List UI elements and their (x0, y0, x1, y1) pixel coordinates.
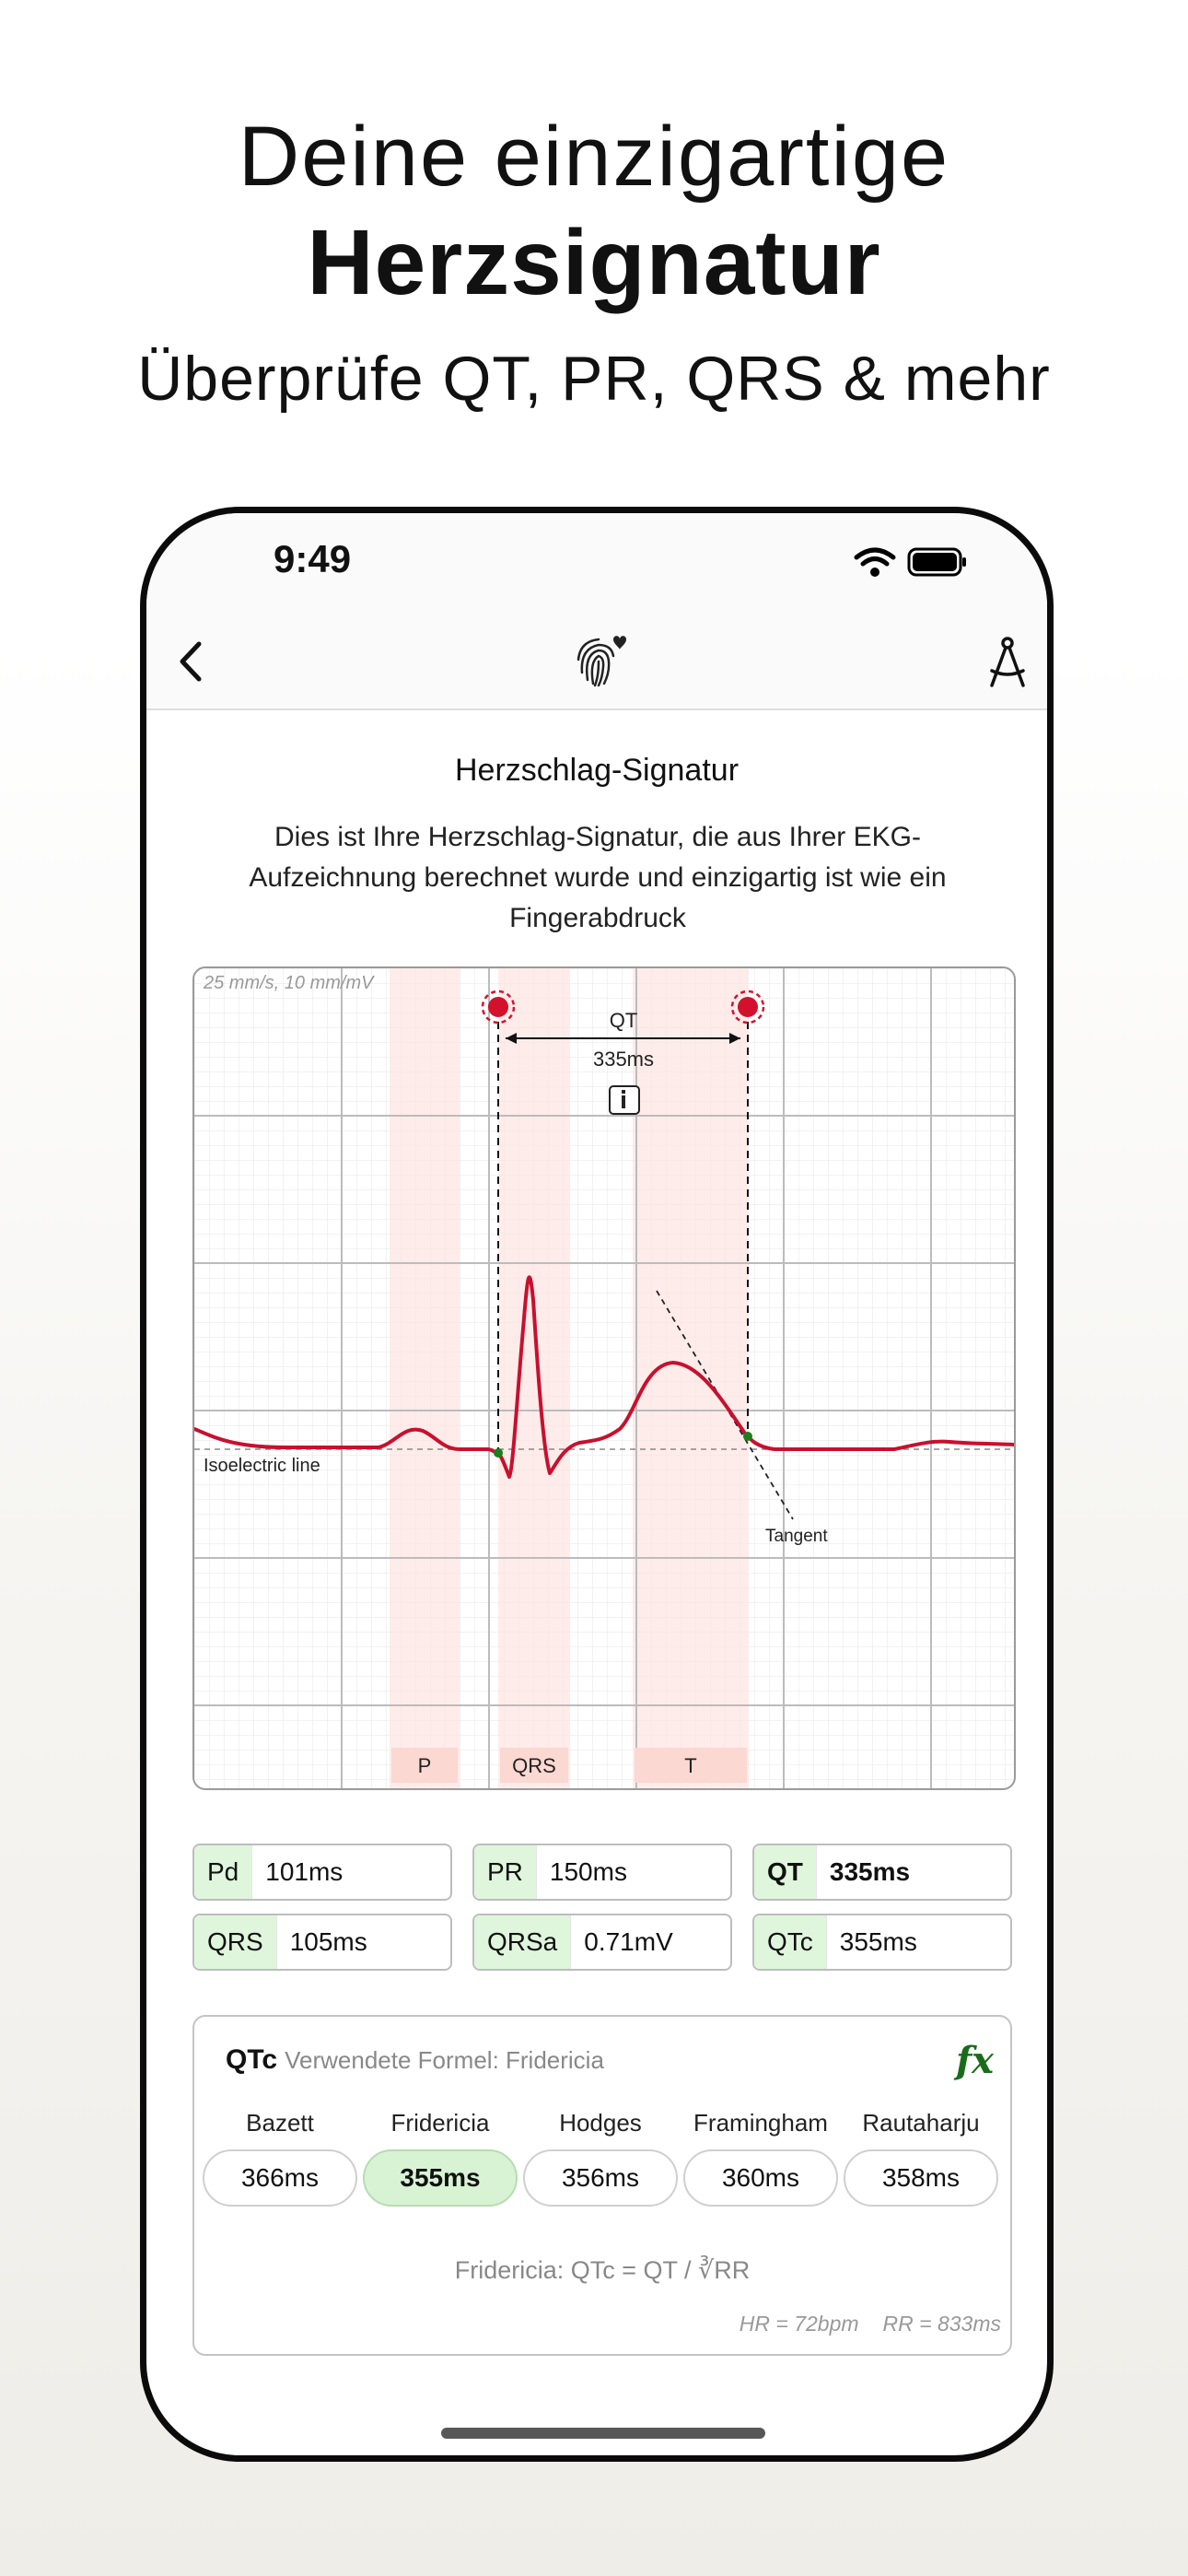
fingerprint-heart-icon (568, 629, 633, 694)
metric-key: QTc (754, 1915, 827, 1969)
metric-key: QRSa (474, 1915, 571, 1969)
chevron-left-icon[interactable] (159, 629, 224, 694)
metric-qtc (752, 1914, 1012, 1971)
headline-line-1: Deine einzigartige (238, 110, 950, 204)
formula-button-hodges[interactable]: 356ms (523, 2149, 678, 2207)
wifi-icon (854, 546, 896, 578)
metric-value: 105ms (289, 1927, 367, 1956)
qt-label: QT (609, 1009, 638, 1032)
metric-key: QRS (194, 1915, 277, 1969)
qtc-label: QTc (226, 2044, 278, 2075)
formula-name-hodges: Hodges (559, 2109, 642, 2137)
headline-line-2: Herzsignatur (307, 211, 881, 314)
formula-button-fridericia[interactable]: 355ms (363, 2149, 518, 2207)
qtc-subtitle: Verwendete Formel: Fridericia (285, 2046, 604, 2074)
svg-text:T: T (684, 1754, 697, 1777)
formula-name-fridericia: Fridericia (390, 2109, 490, 2137)
status-bar (146, 513, 1047, 615)
phone-frame (140, 507, 1054, 2462)
status-time: 9:49 (274, 537, 352, 580)
wave-label-t (635, 1748, 747, 1783)
metric-qrs (192, 1914, 452, 1971)
hr-rr-readout (716, 2312, 1001, 2336)
tangent-label: Tangent (765, 1527, 828, 1546)
battery-icon (907, 546, 968, 578)
formula-name-bazett: Bazett (246, 2109, 314, 2137)
metric-key: Pd (194, 1845, 252, 1899)
qtc-formula-card (192, 2015, 1012, 2356)
formula-button-bazett[interactable]: 366ms (203, 2149, 357, 2207)
qt-value-label: 335ms (592, 1048, 655, 1071)
wave-label-qrs (500, 1748, 568, 1783)
formula-name-framingham: Framingham (693, 2109, 828, 2137)
metric-pd (192, 1844, 452, 1901)
p-wave-band (390, 968, 460, 1788)
metric-pr (472, 1844, 732, 1901)
metric-qt (752, 1844, 1012, 1901)
page-title: Herzschlag-Signatur (454, 753, 740, 788)
formula-button-framingham[interactable]: 360ms (683, 2149, 838, 2207)
wave-label-p (391, 1748, 458, 1783)
nav-bar (146, 615, 1047, 710)
rr-value: RR = 833ms (882, 2312, 1001, 2336)
qrs-band (498, 968, 570, 1788)
scale-label: 25 mm/s, 10 mm/mV (204, 973, 374, 993)
metric-value: 355ms (839, 1927, 917, 1956)
info-icon[interactable] (610, 1086, 639, 1114)
metric-value: 0.71mV (584, 1927, 673, 1956)
isoelectric-label: Isoelectric line (204, 1456, 320, 1476)
compass-icon[interactable] (975, 629, 1040, 694)
formula-button-rautaharju[interactable]: 358ms (844, 2149, 998, 2207)
formula-text: Fridericia: QTc = QT / ∛RR (454, 2256, 751, 2284)
metric-value: 335ms (829, 1857, 911, 1886)
content (146, 708, 1047, 2459)
ecg-chart (192, 966, 1016, 1790)
svg-text:P: P (417, 1754, 432, 1777)
qrs-onset-point (494, 1448, 503, 1458)
home-indicator[interactable] (441, 2428, 765, 2439)
page-description: Dies ist Ihre Herzschlag-Signatur, die aus Ihrer EKG-Aufzeichnung berechnet wurde und einzigartig ist wie ein Fingerabdruck (249, 822, 947, 933)
qtc-header (226, 2044, 604, 2076)
t-end-point (743, 1432, 752, 1441)
metric-value: 150ms (549, 1857, 627, 1886)
headline-subtitle: Überprüfe QT, PR, QRS & mehr (137, 344, 1051, 414)
formula-name-rautaharju: Rautaharju (862, 2109, 980, 2137)
hr-value: HR = 72bpm (739, 2312, 859, 2336)
svg-text:QRS: QRS (512, 1754, 556, 1777)
metric-key: PR (474, 1845, 537, 1899)
metric-key: QT (754, 1845, 817, 1899)
metric-value: 101ms (265, 1857, 344, 1886)
fx-icon[interactable]: fx (955, 2039, 994, 2082)
metric-qrsa (472, 1914, 732, 1971)
